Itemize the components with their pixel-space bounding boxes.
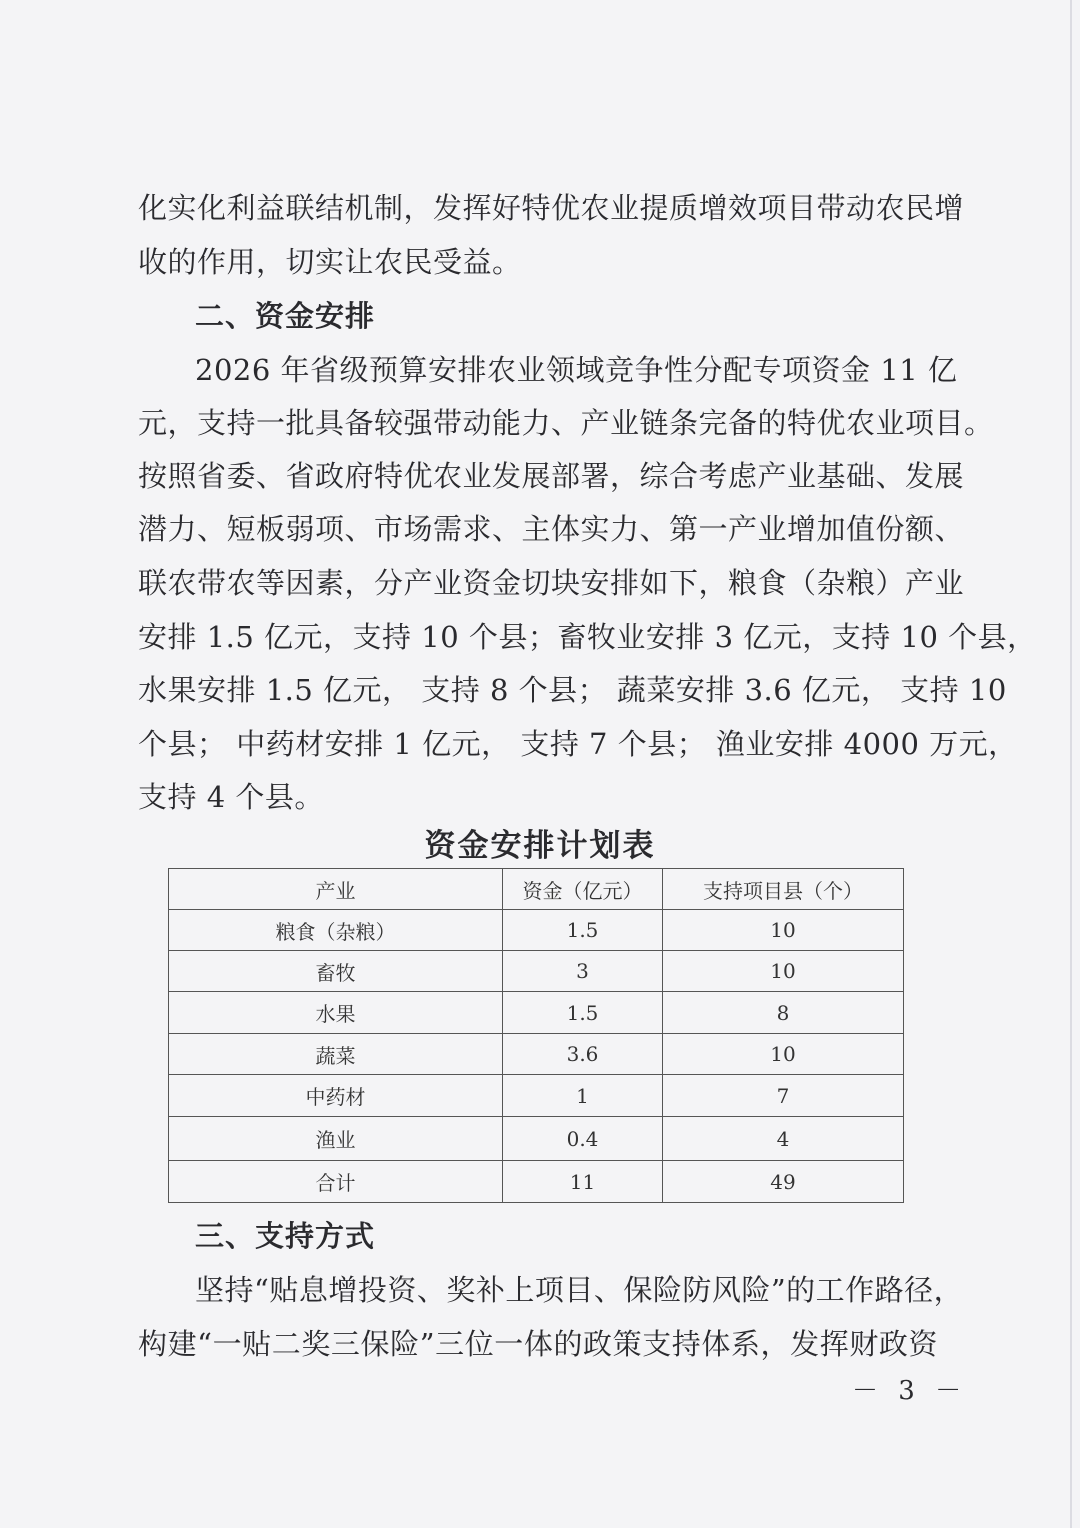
paragraph-line: 水果安排 1.5 亿元， 支持 8 个县； 蔬菜安排 3.6 亿元， 支持 10 — [138, 673, 1007, 707]
paragraph-line: 潜力、短板弱项、市场需求、主体实力、第一产业增加值份额、 — [138, 512, 965, 546]
cell-counties: 10 — [663, 1034, 904, 1075]
table-row — [169, 1117, 904, 1161]
paragraph-line: 化实化利益联结机制，发挥好特优农业提质增效项目带动农民增 — [138, 191, 965, 225]
cell-counties: 49 — [663, 1161, 904, 1203]
paragraph-line: 坚持“贴息增投资、奖补上项目、保险防风险”的工作路径， — [195, 1273, 964, 1307]
table-row — [169, 910, 904, 951]
paragraph-line: 按照省委、省政府特优农业发展部署，综合考虑产业基础、发展 — [138, 459, 965, 493]
page-number: － 3 － — [852, 1376, 968, 1406]
cell-funding: 11 — [503, 1161, 663, 1203]
paragraph-line: 支持 4 个县。 — [138, 780, 324, 814]
page-edge — [1070, 0, 1072, 1528]
cell-industry: 畜牧 — [169, 951, 503, 992]
table-total-row — [169, 1161, 904, 1203]
header-industry: 产业 — [169, 869, 503, 910]
table-title: 资金安排计划表 — [424, 828, 656, 864]
table-header-row — [169, 869, 904, 910]
paragraph-line: 安排 1.5 亿元，支持 10 个县；畜牧业安排 3 亿元，支持 10 个县， — [138, 620, 1037, 654]
table-row — [169, 992, 904, 1034]
cell-industry: 水果 — [169, 992, 503, 1034]
table-row — [169, 1034, 904, 1075]
section-heading: 三、支持方式 — [195, 1219, 376, 1253]
allocation-table — [168, 868, 904, 1203]
table-row — [169, 1075, 904, 1117]
cell-industry: 蔬菜 — [169, 1034, 503, 1075]
paragraph-line: 联农带农等因素，分产业资金切块安排如下，粮食（杂粮）产业 — [138, 566, 965, 600]
header-counties: 支持项目县（个） — [663, 869, 904, 910]
paragraph-line: 2026 年省级预算安排农业领域竞争性分配专项资金 11 亿 — [195, 353, 958, 387]
table-row — [169, 951, 904, 992]
cell-counties: 4 — [663, 1117, 904, 1161]
cell-funding: 3 — [503, 951, 663, 992]
section-heading: 二、资金安排 — [195, 299, 376, 333]
cell-counties: 10 — [663, 910, 904, 951]
header-funding: 资金（亿元） — [503, 869, 663, 910]
cell-funding: 1.5 — [503, 910, 663, 951]
paragraph-line: 构建“一贴二奖三保险”三位一体的政策支持体系，发挥财政资 — [138, 1327, 938, 1361]
cell-funding: 1.5 — [503, 992, 663, 1034]
cell-counties: 8 — [663, 992, 904, 1034]
paragraph-line: 元，支持一批具备较强带动能力、产业链条完备的特优农业项目。 — [138, 406, 994, 440]
cell-industry: 合计 — [169, 1161, 503, 1203]
cell-funding: 0.4 — [503, 1117, 663, 1161]
paragraph-line: 个县； 中药材安排 1 亿元， 支持 7 个县； 渔业安排 4000 万元， — [138, 727, 1018, 761]
cell-counties: 10 — [663, 951, 904, 992]
cell-counties: 7 — [663, 1075, 904, 1117]
cell-industry: 中药材 — [169, 1075, 503, 1117]
cell-industry: 渔业 — [169, 1117, 503, 1161]
cell-industry: 粮食（杂粮） — [169, 910, 503, 951]
cell-funding: 1 — [503, 1075, 663, 1117]
paragraph-line: 收的作用，切实让农民受益。 — [138, 245, 522, 279]
cell-funding: 3.6 — [503, 1034, 663, 1075]
